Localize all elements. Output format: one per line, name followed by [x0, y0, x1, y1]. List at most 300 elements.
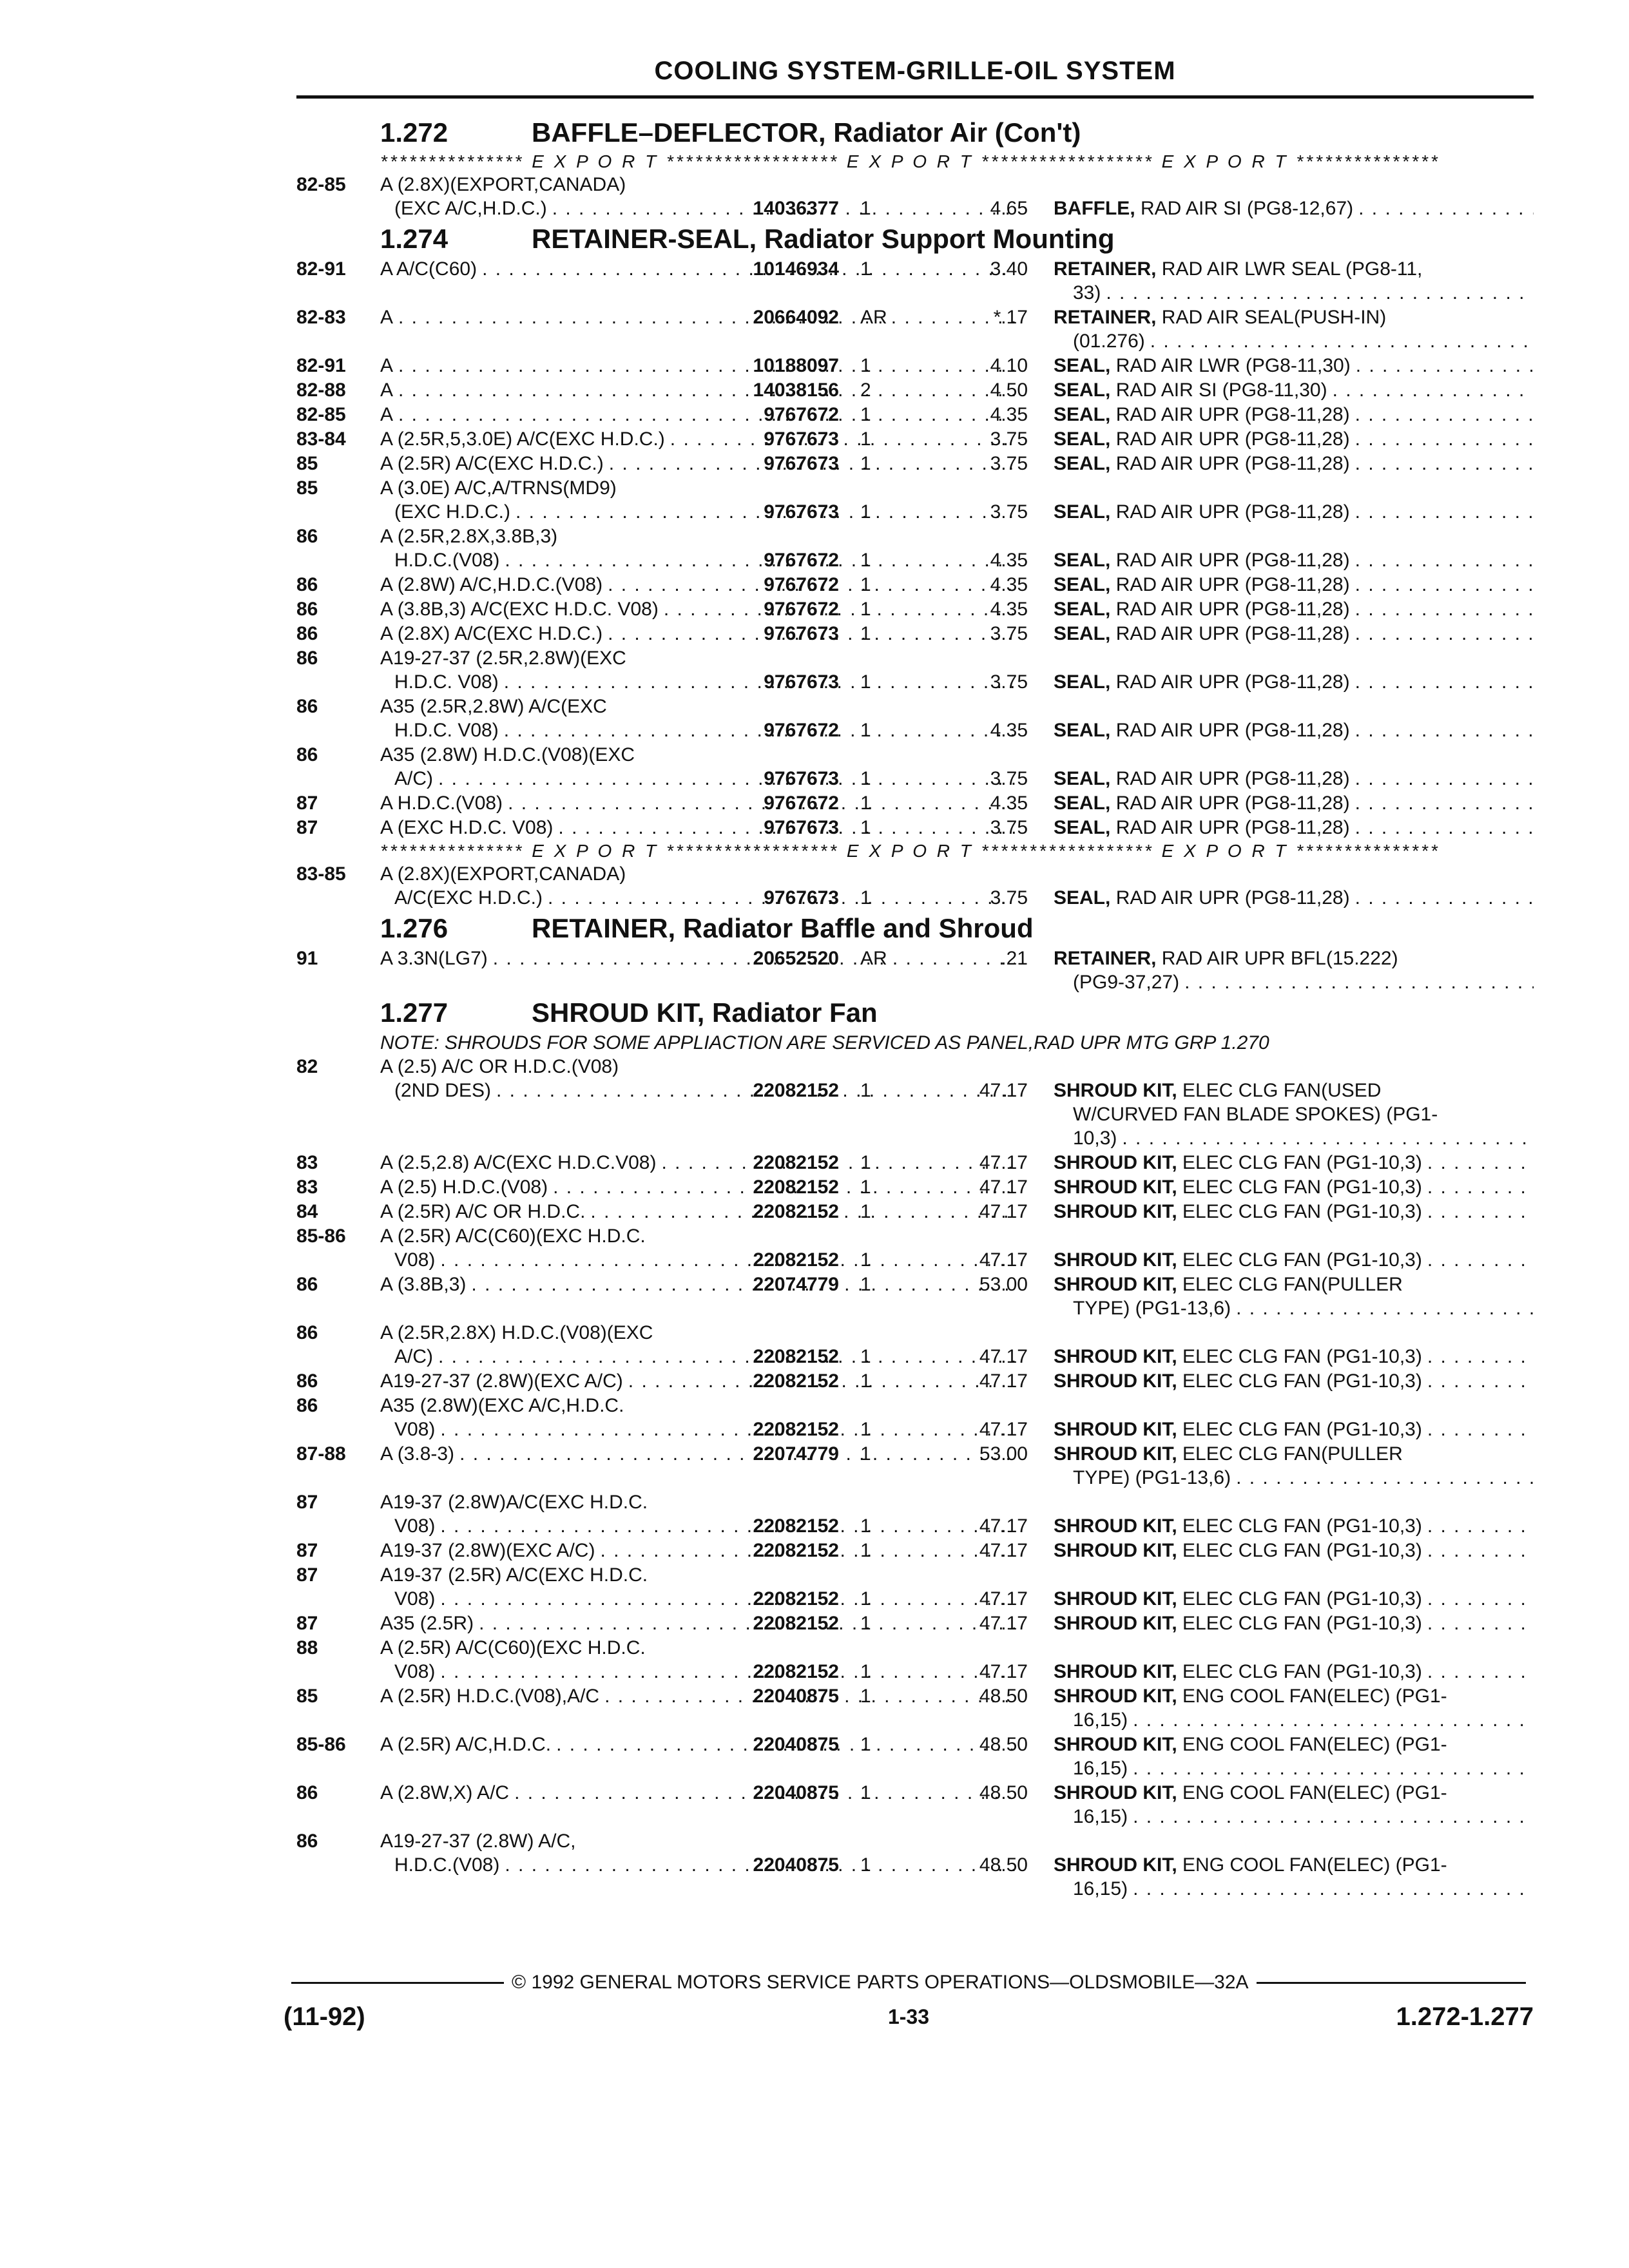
part-number: 9767673 — [764, 671, 839, 693]
description — [1054, 1684, 1534, 1732]
part-row — [296, 816, 1534, 840]
price: 4.35 — [990, 574, 1028, 595]
part-row — [296, 173, 1534, 221]
description-keyword: SHROUD KIT, — [1054, 1249, 1177, 1271]
quantity: 1 — [860, 355, 871, 376]
part-row — [296, 695, 1534, 743]
application-line — [380, 767, 1015, 791]
description-text — [1073, 1102, 1438, 1126]
description-detail: RAD AIR UPR (PG8-11,28) — [1115, 404, 1350, 425]
price: 47.17 — [979, 1419, 1028, 1440]
price: 48.50 — [979, 1686, 1028, 1707]
dot-leader — [1117, 1126, 1534, 1150]
price: 47.17 — [979, 1588, 1028, 1610]
part-row — [296, 1321, 1534, 1369]
section-title: RETAINER, Radiator Baffle and Shroud — [532, 913, 1034, 943]
price: 4.35 — [990, 720, 1028, 741]
application — [380, 1539, 1015, 1562]
description-line — [1054, 947, 1534, 970]
application-text: A (2.5R,2.8X) H.D.C.(V08)(EXC — [380, 1322, 653, 1343]
part-number: 10188097 — [753, 355, 839, 376]
model-years: 88 — [296, 1637, 318, 1658]
application-line — [380, 886, 1015, 910]
application-text: A (3.0E) A/C,A/TRNS(MD9) — [380, 477, 617, 499]
description-detail: RAD AIR UPR (PG8-11,28) — [1115, 623, 1350, 644]
description-line — [1054, 1369, 1534, 1393]
application-text: V08) — [394, 1419, 436, 1440]
description — [1054, 305, 1534, 353]
description-line — [1054, 427, 1534, 451]
model-years: 86 — [296, 623, 318, 644]
description-line — [1054, 1102, 1534, 1126]
application — [380, 1684, 1015, 1708]
description — [1054, 1853, 1534, 1901]
description-line — [1054, 378, 1534, 402]
application-text: V08) — [394, 1249, 436, 1271]
part-number: 22082152 — [753, 1661, 839, 1682]
price: 3.75 — [990, 887, 1028, 908]
description-text — [1054, 1611, 1422, 1635]
description-text — [1054, 452, 1350, 476]
description-detail: ELEC CLG FAN (PG1-10,3) — [1182, 1370, 1422, 1392]
quantity: 1 — [860, 428, 871, 450]
part-number: 9767673 — [764, 817, 839, 838]
description-line — [1054, 670, 1534, 694]
quantity: 1 — [860, 1346, 871, 1367]
application-line — [380, 862, 1015, 886]
application — [380, 791, 1015, 815]
description-line — [1054, 1877, 1534, 1901]
description-line — [1054, 305, 1534, 329]
part-row — [296, 476, 1534, 524]
description-line — [1054, 1200, 1534, 1224]
part-row — [296, 378, 1534, 403]
description-line — [1054, 1514, 1534, 1538]
part-number: 9767672 — [764, 720, 839, 741]
description-keyword: SHROUD KIT, — [1054, 1274, 1177, 1295]
description-line — [1054, 816, 1534, 840]
description-line — [1054, 1418, 1534, 1441]
description-keyword: SHROUD KIT, — [1054, 1152, 1177, 1173]
application-text: A (2.5R) A/C(EXC H.D.C.) — [380, 453, 604, 474]
quantity: 1 — [860, 453, 871, 474]
dot-leader — [1350, 886, 1534, 910]
part-number: 9767673 — [764, 768, 839, 789]
description-keyword: SEAL, — [1054, 599, 1111, 620]
part-row — [296, 743, 1534, 791]
price: 3.75 — [990, 453, 1028, 474]
application-text: A19-27-37 (2.8W)(EXC A/C) — [380, 1370, 623, 1392]
description — [1054, 1151, 1534, 1175]
description-text — [1054, 1442, 1403, 1466]
description-detail: ELEC CLG FAN (PG1-10,3) — [1182, 1249, 1422, 1271]
model-years: 87 — [296, 1564, 318, 1586]
description-keyword: SHROUD KIT, — [1054, 1201, 1177, 1222]
application — [380, 403, 1015, 427]
application — [380, 1490, 1015, 1538]
section-title: BAFFLE–DEFLECTOR, Radiator Air (Con't) — [532, 117, 1081, 148]
page-footer — [284, 1966, 1534, 2037]
quantity: 1 — [860, 1588, 871, 1610]
quantity: 1 — [860, 671, 871, 693]
application — [380, 947, 1015, 970]
dot-leader — [1327, 378, 1534, 402]
part-number: 9767673 — [764, 501, 839, 523]
quantity: 1 — [860, 793, 871, 814]
description — [1054, 1345, 1534, 1369]
description-line — [1054, 548, 1534, 572]
application-text: A (2.5R) A/C(C60)(EXC H.D.C. — [380, 1637, 646, 1658]
part-number: 22040875 — [753, 1686, 839, 1707]
model-years: 87 — [296, 1540, 318, 1561]
export-divider: *************** E X P O R T ****************** E X P O R T ****************** E X P O R T *************** — [380, 841, 1440, 861]
price: 47.17 — [979, 1080, 1028, 1101]
quantity: 1 — [860, 1854, 871, 1876]
part-row — [296, 452, 1534, 476]
price: 53.00 — [979, 1443, 1028, 1465]
part-number: 22082152 — [753, 1249, 839, 1271]
section-title: RETAINER-SEAL, Radiator Support Mounting — [532, 224, 1115, 254]
application-line — [380, 1611, 1015, 1635]
application — [380, 1636, 1015, 1684]
quantity: 1 — [860, 1177, 871, 1198]
application — [380, 452, 1015, 476]
description-text — [1054, 816, 1350, 840]
price: 47.17 — [979, 1177, 1028, 1198]
description-text — [1054, 947, 1398, 970]
application-text: A (2.8W) A/C,H.D.C.(V08) — [380, 574, 603, 595]
description-line — [1054, 622, 1534, 646]
description-line — [1054, 1466, 1534, 1490]
price: 4.35 — [990, 793, 1028, 814]
quantity: 1 — [860, 1419, 871, 1440]
description-text — [1054, 1151, 1422, 1175]
application-line — [380, 1079, 1015, 1102]
description-detail: ENG COOL FAN(ELEC) (PG1- — [1182, 1686, 1447, 1707]
description-detail: RAD AIR UPR (PG8-11,28) — [1115, 501, 1350, 523]
description — [1054, 947, 1534, 994]
quantity: AR — [860, 948, 887, 969]
application-line — [380, 476, 1015, 500]
application-line — [380, 1514, 1015, 1538]
part-row — [296, 403, 1534, 427]
application-text: A (2.5R,5,3.0E) A/C(EXC H.D.C.) — [380, 428, 665, 450]
model-years: 82-85 — [296, 404, 346, 425]
description-line — [1054, 354, 1534, 378]
part-number: 9767673 — [764, 887, 839, 908]
quantity: 1 — [860, 404, 871, 425]
description-text — [1073, 1756, 1128, 1780]
model-years: 87 — [296, 817, 318, 838]
description-detail: RAD AIR SI (PG8-11,30) — [1115, 380, 1327, 401]
price: .21 — [1001, 948, 1028, 969]
part-number: 9767672 — [764, 574, 839, 595]
application-text: A19-37 (2.8W)(EXC A/C) — [380, 1540, 595, 1561]
description-keyword: SHROUD KIT, — [1054, 1613, 1177, 1634]
application-line — [380, 403, 1015, 427]
price: 3.75 — [990, 428, 1028, 450]
quantity: 1 — [860, 1443, 871, 1465]
description-line — [1054, 791, 1534, 815]
application-text: A H.D.C.(V08) — [380, 793, 503, 814]
export-divider: *************** E X P O R T ****************** E X P O R T ****************** E X P O R T *************** — [380, 151, 1440, 171]
part-number: 22040875 — [753, 1782, 839, 1803]
dot-leader — [1422, 1418, 1534, 1441]
dot-leader — [1422, 1151, 1534, 1175]
price: 47.17 — [979, 1515, 1028, 1537]
description-detail: RAD AIR UPR (PG8-11,28) — [1115, 887, 1350, 908]
dot-leader — [1422, 1175, 1534, 1199]
dot-leader — [1350, 403, 1534, 427]
description-text — [1054, 1369, 1422, 1393]
description — [1054, 1175, 1534, 1199]
dot-leader — [393, 378, 1015, 402]
description-detail: ELEC CLG FAN (PG1-10,3) — [1182, 1613, 1422, 1634]
description-text — [1054, 670, 1350, 694]
description-detail: ELEC CLG FAN (PG1-10,3) — [1182, 1152, 1422, 1173]
description-text — [1054, 1853, 1447, 1877]
dot-leader — [393, 354, 1015, 378]
description-keyword: SEAL, — [1054, 793, 1111, 814]
application-text: A35 (2.8W) H.D.C.(V08)(EXC — [380, 744, 635, 765]
application — [380, 257, 1015, 281]
description-keyword: SEAL, — [1054, 768, 1111, 789]
application-text: A (EXC H.D.C. V08) — [380, 817, 554, 838]
model-years: 82-83 — [296, 307, 346, 328]
dot-leader — [1422, 1539, 1534, 1562]
application-line — [380, 1369, 1015, 1393]
application-line — [380, 743, 1015, 767]
description-detail: ELEC CLG FAN (PG1-10,3) — [1182, 1540, 1422, 1561]
dot-leader — [1422, 1345, 1534, 1369]
description-detail: RAD AIR UPR (PG8-11,28) — [1115, 720, 1350, 741]
quantity: 1 — [860, 1201, 871, 1222]
description-keyword: SHROUD KIT, — [1054, 1515, 1177, 1537]
description-detail: RAD AIR UPR (PG8-11,28) — [1115, 550, 1350, 571]
price: 4.10 — [990, 355, 1028, 376]
model-years: 85 — [296, 1686, 318, 1707]
application — [380, 862, 1015, 910]
part-row — [296, 1151, 1534, 1175]
section-heading — [296, 115, 1534, 151]
part-number: 22082152 — [753, 1419, 839, 1440]
dot-leader — [1231, 1466, 1534, 1490]
description-keyword: SHROUD KIT, — [1054, 1443, 1177, 1465]
description-detail: TYPE) (PG1-13,6) — [1073, 1298, 1231, 1319]
description-line — [1054, 197, 1534, 220]
footer-page-number: 1-33 — [887, 2005, 930, 2028]
application-text: A 3.3N(LG7) — [380, 948, 488, 969]
description-detail: ELEC CLG FAN (PG1-10,3) — [1182, 1346, 1422, 1367]
application-line — [380, 1490, 1015, 1514]
price: 4.35 — [990, 599, 1028, 620]
application-text: A/C(EXC H.D.C.) — [394, 887, 543, 908]
application-line — [380, 378, 1015, 402]
application-text: A (3.8B,3) — [380, 1274, 467, 1295]
application — [380, 1394, 1015, 1441]
header-rule — [296, 95, 1534, 99]
dot-leader — [393, 305, 1015, 329]
description-line — [1054, 1733, 1534, 1756]
description — [1054, 452, 1534, 476]
description-detail: RAD AIR SI (PG8-12,67) — [1141, 198, 1354, 219]
application — [380, 1321, 1015, 1369]
price: 47.17 — [979, 1661, 1028, 1682]
model-years: 83 — [296, 1177, 318, 1198]
application-line — [380, 1224, 1015, 1248]
model-years: 86 — [296, 1831, 318, 1852]
description-text — [1073, 329, 1145, 353]
model-years: 85 — [296, 477, 318, 499]
part-number: 22082152 — [753, 1515, 839, 1537]
description — [1054, 257, 1534, 305]
model-years: 86 — [296, 696, 318, 717]
page-header — [296, 57, 1534, 102]
application-line — [380, 718, 1015, 742]
application-line — [380, 1248, 1015, 1272]
footer-rule-right — [1257, 1982, 1526, 1984]
page-title: COOLING SYSTEM-GRILLE-OIL SYSTEM — [654, 57, 1176, 85]
part-row — [296, 354, 1534, 378]
application — [380, 1563, 1015, 1611]
description-text — [1054, 1660, 1422, 1684]
dot-leader — [435, 1248, 1015, 1272]
model-years: 87-88 — [296, 1443, 346, 1465]
description-detail: RAD AIR LWR SEAL (PG8-11, — [1161, 258, 1423, 280]
part-row — [296, 1611, 1534, 1636]
part-row — [296, 1490, 1534, 1539]
part-row — [296, 1369, 1534, 1394]
application-line — [380, 305, 1015, 329]
description-keyword: SEAL, — [1054, 574, 1111, 595]
description-text — [1054, 886, 1350, 910]
application-text: V08) — [394, 1661, 436, 1682]
dot-leader — [1128, 1708, 1534, 1732]
application-text: (EXC A/C,H.D.C.) — [394, 198, 547, 219]
application-line — [380, 1345, 1015, 1369]
section-number: 1.277 — [380, 997, 448, 1028]
application-text: A (3.8B,3) A/C(EXC H.D.C. V08) — [380, 599, 659, 620]
description — [1054, 886, 1534, 910]
description — [1054, 1442, 1534, 1490]
description-detail: ENG COOL FAN(ELEC) (PG1- — [1182, 1782, 1447, 1803]
price: 48.50 — [979, 1782, 1028, 1803]
description-detail: 16,15) — [1073, 1758, 1128, 1779]
part-number: 9767672 — [764, 550, 839, 571]
application-text: H.D.C. V08) — [394, 671, 499, 693]
description-keyword: SEAL, — [1054, 355, 1111, 376]
price: 47.17 — [979, 1346, 1028, 1367]
part-row — [296, 257, 1534, 305]
model-years: 86 — [296, 744, 318, 765]
application — [380, 1055, 1015, 1102]
price: 47.17 — [979, 1152, 1028, 1173]
description — [1054, 597, 1534, 621]
part-number: 22082152 — [753, 1201, 839, 1222]
application-line — [380, 1684, 1015, 1708]
application — [380, 378, 1015, 402]
application-text: (2ND DES) — [394, 1080, 492, 1101]
description-text — [1054, 403, 1350, 427]
description-keyword: SEAL, — [1054, 501, 1111, 523]
part-row — [296, 622, 1534, 646]
description — [1054, 1248, 1534, 1272]
description-keyword: SHROUD KIT, — [1054, 1177, 1177, 1198]
part-row — [296, 305, 1534, 354]
description-text — [1054, 622, 1350, 646]
part-row — [296, 791, 1534, 816]
model-years: 85-86 — [296, 1734, 346, 1755]
description-line — [1054, 1248, 1534, 1272]
description-keyword: SEAL, — [1054, 720, 1111, 741]
model-years: 82-88 — [296, 380, 346, 401]
description-text — [1054, 1200, 1422, 1224]
application — [380, 1224, 1015, 1272]
application — [380, 354, 1015, 378]
part-number: 22082152 — [753, 1588, 839, 1610]
part-number: 22082152 — [753, 1080, 839, 1101]
description-text — [1054, 767, 1350, 791]
description-detail: RAD AIR UPR (PG8-11,28) — [1115, 793, 1350, 814]
description-detail: 16,15) — [1073, 1878, 1128, 1899]
description-text — [1054, 1345, 1422, 1369]
quantity: 1 — [860, 198, 871, 219]
application-text: V08) — [394, 1515, 436, 1537]
application-text: (EXC H.D.C.) — [394, 501, 510, 523]
part-row — [296, 427, 1534, 452]
dot-leader — [1145, 329, 1534, 353]
dot-leader — [1128, 1877, 1534, 1901]
application-line — [380, 947, 1015, 970]
application-line — [380, 524, 1015, 548]
application-text: A/C) — [394, 768, 433, 789]
description — [1054, 1733, 1534, 1780]
application-line — [380, 1636, 1015, 1660]
model-years: 82-91 — [296, 258, 346, 280]
description — [1054, 1273, 1534, 1320]
description-detail: (PG9-37,27) — [1073, 972, 1180, 993]
description-keyword: SEAL, — [1054, 623, 1111, 644]
description-line — [1054, 886, 1534, 910]
description-detail: RAD AIR LWR (PG8-11,30) — [1115, 355, 1351, 376]
section-heading — [296, 995, 1534, 1031]
price: 4.65 — [990, 198, 1028, 219]
quantity: 1 — [860, 550, 871, 571]
application — [380, 646, 1015, 694]
price: 48.50 — [979, 1854, 1028, 1876]
description — [1054, 403, 1534, 427]
description-detail: ELEC CLG FAN (PG1-10,3) — [1182, 1177, 1422, 1198]
description-keyword: SEAL, — [1054, 380, 1111, 401]
price: 3.40 — [990, 258, 1028, 280]
description — [1054, 197, 1534, 220]
application-text: A/C) — [394, 1346, 433, 1367]
part-row — [296, 597, 1534, 622]
description-line — [1054, 970, 1534, 994]
description-line — [1054, 1853, 1534, 1877]
description-text — [1054, 305, 1386, 329]
application-line — [380, 1055, 1015, 1079]
application — [380, 476, 1015, 524]
description-detail: ELEC CLG FAN (PG1-10,3) — [1182, 1419, 1422, 1440]
dot-leader — [1422, 1369, 1534, 1393]
part-number: 22082152 — [753, 1370, 839, 1392]
description-detail: 33) — [1073, 282, 1101, 303]
application — [380, 597, 1015, 621]
application-line — [380, 452, 1015, 476]
part-row — [296, 1684, 1534, 1733]
quantity: 1 — [860, 1661, 871, 1682]
